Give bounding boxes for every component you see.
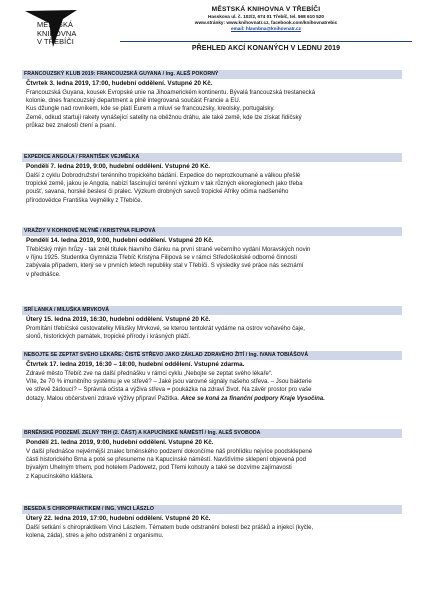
event-date: Pondělí 14. ledna 2019, 9:00, hudební oddělení. Vstupné 20 Kč. (26, 237, 214, 244)
event-title-bar: FRANCOUZSKÝ KLUB 2019: FRANCOUZSKÁ GUYANA / Ing. ALEŠ POKORNÝ (22, 70, 402, 79)
description-line: Víte, že 70 % imunitního systému je ve střevě? – Jaké jsou varovné signály našeho střeva. – Jsou bakterie (26, 379, 312, 386)
description-line: kolonie, dnes francouzský department a plně integrovaná součást Francie a EU. (26, 98, 241, 105)
description-line: slonů, historických památek, tropické přírody i krásných pláží. (26, 334, 191, 341)
document-header (22, 0, 402, 66)
event-description (22, 325, 402, 341)
event-section (22, 153, 402, 205)
description-line: Další z cyklu Dobrodružství terénního tropického bádání. Expedice do neprozkoumané a válkou přešlé (26, 173, 301, 179)
header-divider (120, 41, 412, 42)
event-description (22, 524, 402, 540)
event-title-bar: VRAŽDY V KOHNOVĚ MLÝNĚ / KRISTÝNA FILIPOVÁ (22, 227, 402, 236)
logo-line-2: KNIHOVNA (37, 28, 77, 38)
event-date: Úterý 15. ledna 2019, 16:30, hudební oddělení. Vstupné 20 Kč. (26, 316, 211, 323)
event-description (22, 448, 402, 481)
institution-web: www.stránky: www.knihovnatr.cz, facebook.com/knihovnatrebic (194, 20, 338, 26)
event-title-bar: BRNĚNSKÉ PODZEMÍ. ZELNÝ TRH (2. ČÁST) A KAPUCÍNSKÉ NÁMĚSTÍ / Ing. ALEŠ SVOBODA (22, 429, 402, 438)
event-section (22, 429, 402, 481)
institution-title: MĚSTSKÁ KNIHOVNA V TŘEBÍČI (211, 6, 321, 13)
event-title-bar: SRÍ LANKA / MILUŠKA MRVKOVÁ (22, 306, 402, 315)
description-line: přírodovědce Františka Vejmělky z Třebíče. (26, 197, 143, 204)
logo-text (37, 21, 103, 47)
institution-address: Hasskova ul. č. 102/2, 674 01 Třebíč, tel. 568 610 520 (208, 14, 324, 19)
description-line: kolena, záda), stres a jeho odstranění z organismu. (26, 533, 164, 540)
event-date: Čtvrtek 3. ledna 2019, 17:00, hudební oddělení. Vstupné 20 Kč. (26, 80, 213, 87)
institution-email-link[interactable]: email: hlavnbna@knihovnatr.cz (231, 26, 301, 32)
description-text: dotazy. Malou občerstvení zdravé výživy připraví Pažitka. (26, 395, 180, 402)
description-line: Třebíčský mlýn hrůzy - tak zněl titulek hlavního článku na první straně večerního vydání Moravských novin (26, 247, 311, 253)
description-line: Promítání třebíčské cestovatelky Milušky Mrvkové, se kterou tentokrát vydáme na ostrov voňavého čaje, (26, 326, 305, 332)
description-line: ve střevě žádoucí? – Správná očista a výživa střeva = poukázka na zdraví život. Na závěr prostor pro vaše (26, 387, 312, 394)
description-line: průkaz bez znalostí čtení a psaní. (26, 122, 117, 129)
description-line: části historického Brna a poté se přesuneme na Kapucínské náměstí. Navštívíme sklepení objevená pod (26, 457, 306, 464)
description-line: Země, odkud startují rakety vynášející satelity na oběžnou dráhu, ale také země, kde lze získat řidičský (26, 114, 302, 121)
logo-line-1: MĚSTSKÁ (37, 20, 74, 29)
description-line: Zdravé město Třebíč zve na další přednášku v rámci cyklu „Nebojte se zeptat svého lékaře“. (26, 371, 273, 377)
description-line: poušť, savana, horské beslesí či praleс. Výzkum drobných savců tropické Afriky očima nadšeného (26, 189, 289, 196)
description-line: tropické země, jakou je Angola, nabízí fascinující terénní výzkum v tak různých ekoregionech jako třeba (26, 181, 303, 188)
event-date: Pondělí 7. ledna 2019, 9:00, hudební oddělení. Vstupné 20 Kč. (26, 163, 211, 170)
description-line: Kus džungle nad rovníkem, kde se platí Eurem a mluví se francouzsky, kreolsky, portugalsky. (26, 106, 275, 113)
description-line: v přednášce. (26, 271, 61, 278)
event-title-bar: NEBOJTE SE ZEPTAT SVÉHO LÉKAŘE: ČISTÉ STŘEVO JAKO ZÁKLAD ZDRAVÉHO ŽITÍ / Ing. IVANA TOBIÁŠOVÁ (22, 351, 402, 360)
description-line: V další přednášce nejvěrnější znalec brněnského podzemí dokončíme náš prohlídku nejvíce poodsklepené (26, 449, 313, 455)
description-line: zabývala případem, který se v prvních letech republiky stal v Třebíči. S výsledky své práce nás seznámí (26, 263, 304, 270)
funding-note: Akce se koná za finanční podpory Kraje Vysočina. (180, 395, 325, 402)
description-line: Francouzská Guyana, kousek Evropské unie na Jihoamerickém kontinentu. Bývalá francouzská trestanecká (26, 90, 316, 96)
event-date: Úterý 22. ledna 2019, 17:00, hudební oddělení. Vstupné 20 Kč. (26, 515, 211, 522)
event-title-bar: EXPEDICE ANGOLA / FRANTIŠEK VEJMĚLKA (22, 153, 402, 162)
description-line (26, 395, 401, 403)
event-date: Pondělí 21. ledna 2019, 9:00, hudební oddělení. Vstupné 20 Kč. (26, 439, 214, 446)
description-line: Další setkání s chiropraktikem Vinci Lászlem. Tématem bude odstranění bolesti bez prášků a injekcí (kyčle, (26, 525, 314, 531)
header-contact (120, 6, 412, 33)
event-description (22, 89, 402, 130)
event-description (22, 370, 402, 403)
description-line: bývalým Uhelným trhem, pod hotelem Padowetz, pod Třemi kohouty a také se dozvíme zajímavosti (26, 465, 292, 472)
description-line: v říjnu 1925. Studentka Gymnázia Třebíč Kristýna Filipová se v rámci Středoškolské odborné činnosti (26, 255, 297, 262)
event-description (22, 172, 402, 205)
event-date: Čtvrtek 17. ledna 2019, 16:30 – 18:00, hudební oddělení. Vstupné zdarma. (26, 361, 245, 368)
event-section (22, 351, 402, 403)
event-section (22, 306, 402, 341)
event-section (22, 505, 402, 540)
library-logo (23, 9, 101, 63)
description-line: z Kapucínského kláštera. (26, 473, 94, 480)
event-section (22, 70, 402, 130)
event-description (22, 246, 402, 279)
logo-line-3: V TŘEBÍČI (37, 37, 74, 47)
event-title-bar: BESEDA S CHIROPRAKTIKEM / ING. VINCI LÁSZLO (22, 505, 402, 514)
page-title: PŘEHLED AKCÍ KONANÝCH V LEDNU 2019 (191, 45, 341, 52)
event-section (22, 227, 402, 279)
